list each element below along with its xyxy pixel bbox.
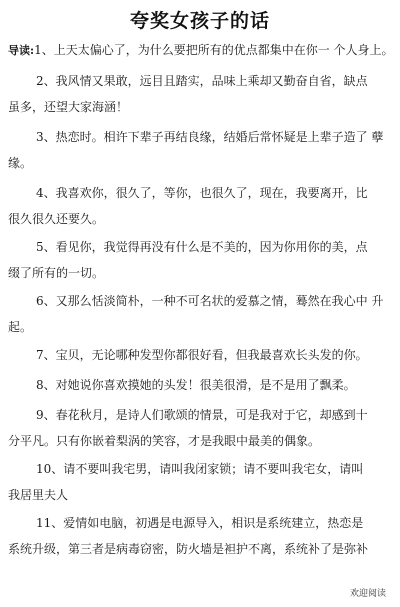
item-line: 系统升级，第三者是病毒窃密，防火墙是袒护不离，系统补了是弥补 (8, 542, 369, 556)
list-item (8, 234, 394, 286)
item-line: 6、又那么恬淡简朴，一种不可名状的爱慕之情，蓦然在我心中 升 (36, 294, 384, 308)
item-line: 8、对她说你喜欢摸她的头发！很美很滑，是不是用了飘柔。 (36, 378, 356, 392)
list-item (8, 342, 394, 368)
page-title: 夸奖女孩子的话 (129, 10, 270, 32)
item-line: 缘。 (8, 156, 33, 170)
item-line: 起。 (8, 320, 33, 334)
item-line: 虽多，还望大家海涵！ (8, 100, 129, 114)
list-item (8, 124, 394, 176)
list-item (8, 510, 394, 562)
list-item (8, 402, 394, 454)
item-line: 3、热恋时。相许下辈子再结良缘，结婚后常怀疑是上辈子造了 孽 (36, 130, 384, 144)
item-line: 5、看见你，我觉得再没有什么是不美的，因为你用你的美，点 (36, 240, 368, 254)
item-line: 1、上天太偏心了，为什么要把所有的优点都集中在你一 个人身上。 (34, 43, 394, 57)
item-line: 2、我风情又果敢，远目且踏实，品味上乘却又勤奋自省，缺点 (36, 74, 368, 88)
list-item (8, 37, 394, 63)
item-line: 10、请不要叫我宅男，请叫我闭家锁；请不要叫我宅女，请叫 (36, 462, 364, 476)
list-item (8, 68, 394, 120)
item-line: 很久很久还要久。 (8, 212, 105, 226)
item-line: 11、爱情如电脑，初遇是电源导入，相识是系统建立，热恋是 (36, 516, 364, 530)
list-item (8, 288, 394, 340)
item-line: 缀了所有的一切。 (8, 266, 105, 280)
item-line: 我居里夫人 (8, 488, 69, 502)
item-line: 4、我喜欢你，很久了，等你，也很久了，现在，我要离开，比 (36, 186, 368, 200)
list-item (8, 372, 394, 398)
list-item (8, 456, 394, 508)
item-line: 7、宝贝，无论哪种发型你都很好看，但我最喜欢长头发的你。 (36, 348, 368, 362)
footer-note: 欢迎阅读 (349, 589, 386, 599)
item-line: 分平凡。只有你嵌着梨涡的笑容，才是我眼中最美的偶象。 (8, 434, 321, 448)
lead-label: 导读: (8, 44, 35, 57)
item-line: 9、春花秋月，是诗人们歌颂的情景，可是我对于它，却感到十 (36, 408, 368, 422)
list-item (8, 180, 394, 232)
